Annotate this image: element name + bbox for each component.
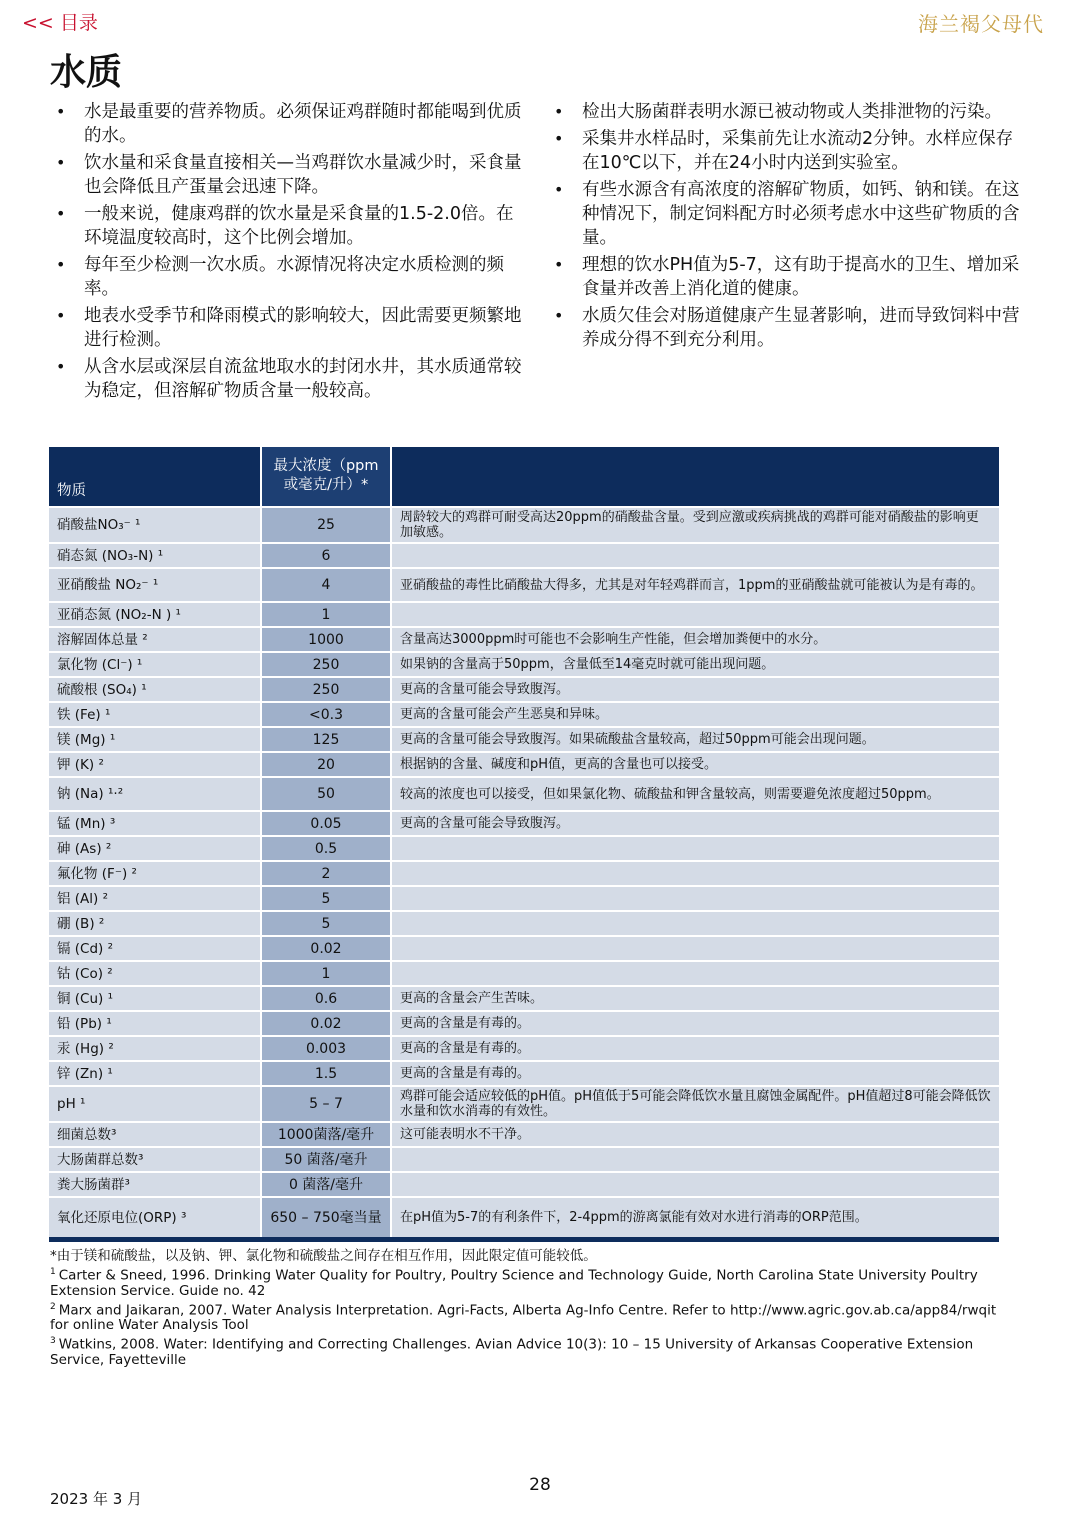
cell-substance: 硝态氮 (NO₃-N) ¹: [49, 543, 261, 568]
cell-concentration: 50: [261, 777, 391, 811]
publication-date: 2023 年 3 月: [50, 1490, 143, 1508]
cell-concentration: 1.5: [261, 1061, 391, 1086]
table-row: [49, 911, 999, 936]
cell-concentration: 4: [261, 568, 391, 602]
cell-note: [391, 886, 999, 911]
bullet-list-right: [552, 100, 1024, 355]
cell-substance: 铜 (Cu) ¹: [49, 986, 261, 1011]
cell-concentration: 50 菌落/毫升: [261, 1147, 391, 1172]
header-substance: 物质: [49, 447, 261, 507]
cell-substance: 溶解固体总量 ²: [49, 627, 261, 652]
cell-concentration: 0.6: [261, 986, 391, 1011]
table-row: [49, 602, 999, 627]
table-row: [49, 811, 999, 836]
footnote: [50, 1249, 1010, 1264]
list-item: • 饮水量和采食量直接相关—当鸡群饮水量减少时，采食量也会降低且产蛋量会迅速下降。: [54, 151, 526, 199]
table-row: [49, 836, 999, 861]
cell-note: 更高的含量可能会导致腹泻。: [391, 811, 999, 836]
cell-note: [391, 911, 999, 936]
cell-substance: 锌 (Zn) ¹: [49, 1061, 261, 1086]
cell-concentration: 20: [261, 752, 391, 777]
cell-substance: 硝酸盐NO₃⁻ ¹: [49, 507, 261, 543]
cell-note: 如果钠的含量高于50ppm，含量低至14毫克时就可能出现问题。: [391, 652, 999, 677]
cell-note: [391, 1147, 999, 1172]
cell-substance: 氧化还原电位(ORP) ³: [49, 1197, 261, 1237]
cell-concentration: 250: [261, 677, 391, 702]
table-row: [49, 1172, 999, 1197]
footnotes: [50, 1249, 1010, 1369]
table-row: [49, 677, 999, 702]
cell-substance: 锰 (Mn) ³: [49, 811, 261, 836]
list-item: • 从含水层或深层自流盆地取水的封闭水井，其水质通常较为稳定，但溶解矿物质含量一般较高。: [54, 355, 526, 403]
cell-substance: 氟化物 (F⁻) ²: [49, 861, 261, 886]
cell-substance: pH ¹: [49, 1086, 261, 1122]
cell-note: 鸡群可能会适应较低的pH值。pH值低于5可能会降低饮水量且腐蚀金属配件。pH值超过8可能会降低饮水量和饮水消毒的有效性。: [391, 1086, 999, 1122]
cell-substance: 细菌总数³: [49, 1122, 261, 1147]
table-row: [49, 507, 999, 543]
cell-concentration: 5 – 7: [261, 1086, 391, 1122]
cell-note: 更高的含量可能会产生恶臭和异味。: [391, 702, 999, 727]
table-row: [49, 543, 999, 568]
cell-concentration: 1000: [261, 627, 391, 652]
table-row: [49, 1011, 999, 1036]
list-item: • 水是最重要的营养物质。必须保证鸡群随时都能喝到优质的水。: [54, 100, 526, 148]
page-title: 水质: [50, 52, 123, 93]
cell-substance: 粪大肠菌群³: [49, 1172, 261, 1197]
footnote: [50, 1300, 1010, 1334]
cell-substance: 铁 (Fe) ¹: [49, 702, 261, 727]
cell-substance: 钴 (Co) ²: [49, 961, 261, 986]
cell-substance: 氯化物 (Cl⁻) ¹: [49, 652, 261, 677]
table-row: [49, 1122, 999, 1147]
cell-concentration: 0.5: [261, 836, 391, 861]
footnote-text: Marx and Jaikaran, 2007. Water Analysis Interpretation. Agri-Facts, Alberta Ag-Info Centre. Refer to http://www.agric.gov.ab.ca/app84/rwqit for online Water Analysis Tool: [50, 1302, 997, 1333]
footnote-text: Watkins, 2008. Water: Identifying and Correcting Challenges. Avian Advice 10(3): 10 – 15 University of Arkansas Cooperative Extension Service, Fayetteville: [50, 1336, 974, 1368]
table-row: [49, 777, 999, 811]
cell-note: 根据钠的含量、碱度和pH值，更高的含量也可以接受。: [391, 752, 999, 777]
cell-note: 更高的含量是有毒的。: [391, 1036, 999, 1061]
footnote-mark: 3: [50, 1336, 56, 1346]
cell-substance: 镉 (Cd) ²: [49, 936, 261, 961]
cell-concentration: <0.3: [261, 702, 391, 727]
cell-concentration: 1000菌落/毫升: [261, 1122, 391, 1147]
table-header-row: [49, 447, 999, 507]
cell-substance: 大肠菌群总数³: [49, 1147, 261, 1172]
cell-substance: 钾 (K) ²: [49, 752, 261, 777]
cell-substance: 镁 (Mg) ¹: [49, 727, 261, 752]
cell-note: 更高的含量会产生苦味。: [391, 986, 999, 1011]
table-row: [49, 627, 999, 652]
cell-substance: 汞 (Hg) ²: [49, 1036, 261, 1061]
cell-substance: 铅 (Pb) ¹: [49, 1011, 261, 1036]
cell-note: [391, 961, 999, 986]
cell-substance: 钠 (Na) ¹·²: [49, 777, 261, 811]
cell-note: 更高的含量可能会导致腹泻。: [391, 677, 999, 702]
footnote-mark: 1: [50, 1267, 56, 1277]
cell-concentration: 1: [261, 602, 391, 627]
cell-note: 较高的浓度也可以接受，但如果氯化物、硫酸盐和钾含量较高，则需要避免浓度超过50ppm。: [391, 777, 999, 811]
list-item: • 检出大肠菌群表明水源已被动物或人类排泄物的污染。: [552, 100, 1024, 124]
cell-concentration: 0.003: [261, 1036, 391, 1061]
table-row: [49, 961, 999, 986]
toc-link[interactable]: << 目录: [22, 12, 98, 34]
table-row: [49, 1061, 999, 1086]
cell-concentration: 0 菌落/毫升: [261, 1172, 391, 1197]
cell-note: 更高的含量是有毒的。: [391, 1011, 999, 1036]
cell-substance: 硼 (B) ²: [49, 911, 261, 936]
cell-note: [391, 602, 999, 627]
table-row: [49, 936, 999, 961]
table-row: [49, 1036, 999, 1061]
table-row: [49, 727, 999, 752]
cell-note: [391, 936, 999, 961]
water-quality-table: [49, 447, 999, 1242]
table-row: [49, 652, 999, 677]
footnote: [50, 1265, 1010, 1299]
cell-substance: 亚硝酸盐 NO₂⁻ ¹: [49, 568, 261, 602]
footnote-text: *由于镁和硫酸盐，以及钠、钾、氯化物和硫酸盐之间存在相互作用，因此限定值可能较低。: [50, 1248, 597, 1264]
cell-concentration: 2: [261, 861, 391, 886]
cell-concentration: 125: [261, 727, 391, 752]
footnote: [50, 1334, 1010, 1368]
cell-concentration: 1: [261, 961, 391, 986]
cell-concentration: 650 – 750毫当量: [261, 1197, 391, 1237]
table-row: [49, 886, 999, 911]
cell-concentration: 5: [261, 911, 391, 936]
list-item: • 地表水受季节和降雨模式的影响较大，因此需要更频繁地进行检测。: [54, 304, 526, 352]
table-row: [49, 568, 999, 602]
table-row: [49, 752, 999, 777]
cell-concentration: 0.02: [261, 936, 391, 961]
list-item: • 理想的饮水PH值为5-7，这有助于提高水的卫生、增加采食量并改善上消化道的健康。: [552, 253, 1024, 301]
cell-substance: 亚硝态氮 (NO₂-N ) ¹: [49, 602, 261, 627]
table-row: [49, 1147, 999, 1172]
list-item: • 每年至少检测一次水质。水源情况将决定水质检测的频率。: [54, 253, 526, 301]
table-row: [49, 702, 999, 727]
table-row: [49, 1086, 999, 1122]
cell-note: [391, 836, 999, 861]
footnote-mark: 2: [50, 1301, 56, 1312]
cell-concentration: 0.05: [261, 811, 391, 836]
header-concentration: 最大浓度（ppm或毫克/升）*: [261, 447, 391, 507]
list-item: • 水质欠佳会对肠道健康产生显著影响，进而导致饲料中营养成分得不到充分利用。: [552, 304, 1024, 352]
cell-note: 亚硝酸盐的毒性比硝酸盐大得多，尤其是对年轻鸡群而言，1ppm的亚硝酸盐就可能被认为是有毒的。: [391, 568, 999, 602]
cell-concentration: 250: [261, 652, 391, 677]
brand-label: 海兰褐父母代: [918, 12, 1044, 36]
list-item: • 一般来说，健康鸡群的饮水量是采食量的1.5-2.0倍。在环境温度较高时，这个比例会增加。: [54, 202, 526, 250]
cell-note: 更高的含量是有毒的。: [391, 1061, 999, 1086]
cell-note: [391, 543, 999, 568]
header-notes: [391, 447, 999, 507]
cell-concentration: 5: [261, 886, 391, 911]
cell-note: 更高的含量可能会导致腹泻。如果硫酸盐含量较高，超过50ppm可能会出现问题。: [391, 727, 999, 752]
list-item: • 有些水源含有高浓度的溶解矿物质，如钙、钠和镁。在这种情况下，制定饲料配方时必须考虑水中这些矿物质的含量。: [552, 178, 1024, 250]
cell-substance: 砷 (As) ²: [49, 836, 261, 861]
bullet-list-left: [54, 100, 526, 406]
page-number: 28: [529, 1475, 551, 1495]
table-row: [49, 1197, 999, 1237]
cell-note: [391, 1172, 999, 1197]
cell-substance: 铝 (Al) ²: [49, 886, 261, 911]
cell-note: [391, 861, 999, 886]
cell-substance: 硫酸根 (SO₄) ¹: [49, 677, 261, 702]
list-item: • 采集井水样品时，采集前先让水流动2分钟。水样应保存在10℃以下，并在24小时内送到实验室。: [552, 127, 1024, 175]
cell-concentration: 0.02: [261, 1011, 391, 1036]
cell-note: 周龄较大的鸡群可耐受高达20ppm的硝酸盐含量。受到应激或疾病挑战的鸡群可能对硝酸盐的影响更加敏感。: [391, 507, 999, 543]
cell-note: 这可能表明水不干净。: [391, 1122, 999, 1147]
table-row: [49, 861, 999, 886]
footnote-text: Carter & Sneed, 1996. Drinking Water Quality for Poultry, Poultry Science and Technology Guide, North Carolina State University Poultry Extension Service. Guide no. 42: [50, 1267, 978, 1299]
table-bottom-rule: [49, 1237, 999, 1242]
cell-note: 含量高达3000ppm时可能也不会影响生产性能，但会增加粪便中的水分。: [391, 627, 999, 652]
cell-concentration: 25: [261, 507, 391, 543]
table-row: [49, 986, 999, 1011]
cell-concentration: 6: [261, 543, 391, 568]
cell-note: 在pH值为5-7的有利条件下，2-4ppm的游离氯能有效对水进行消毒的ORP范围。: [391, 1197, 999, 1237]
